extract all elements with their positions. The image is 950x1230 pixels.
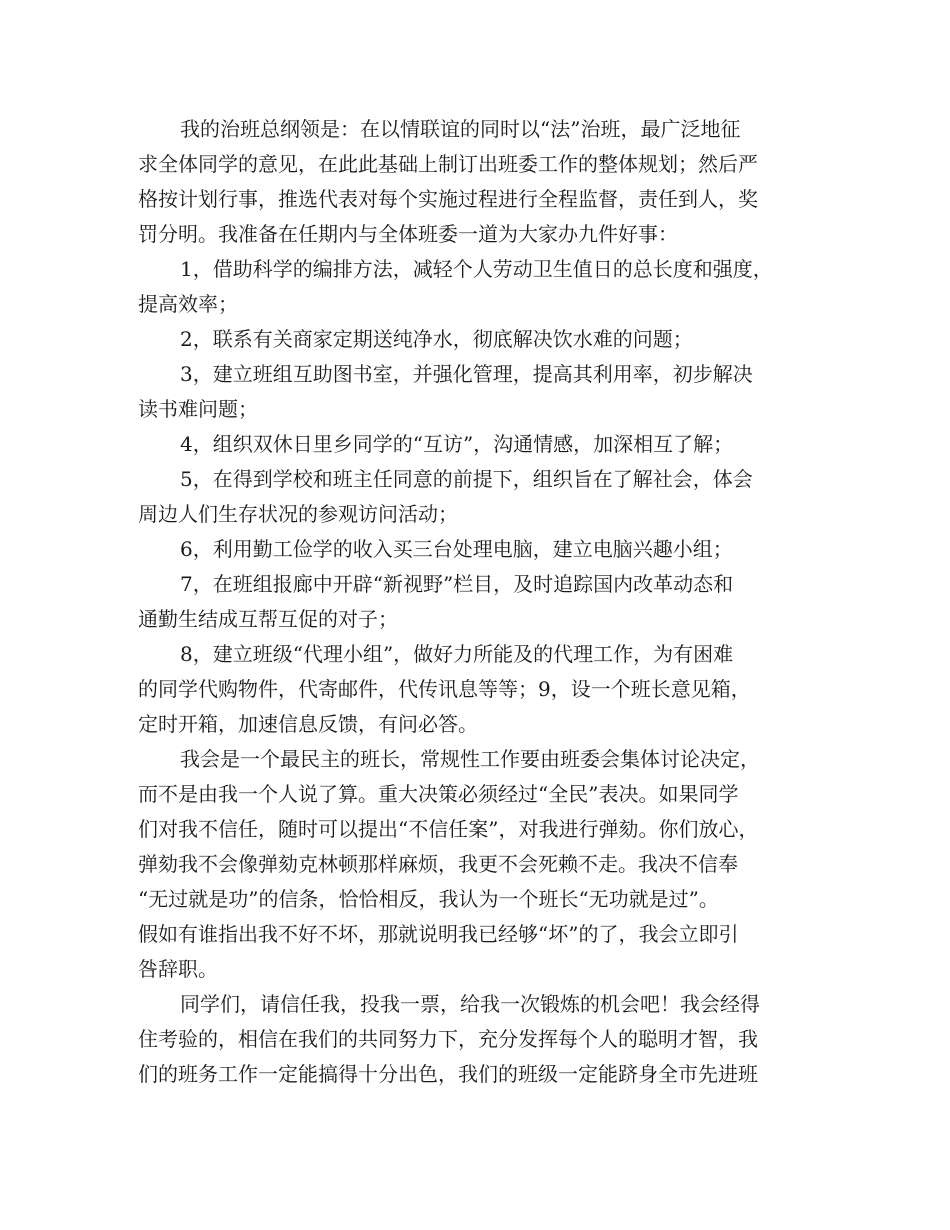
- text-line: 假如有谁指出我不好不坏，那就说明我已经够“坏”的了，我会立即引: [138, 922, 739, 946]
- text-line: 通勤生结成互帮互促的对子；: [138, 607, 398, 631]
- paragraph-first-line: 我会是一个最民主的班长，常规性工作要由班委会集体讨论决定，: [180, 747, 760, 771]
- text-line: 罚分明。我准备在任期内与全体班委一道为大家办九件好事：: [138, 222, 678, 246]
- text-line: “无过就是功”的信条，恰恰相反，我认为一个班长“无功就是过”。: [138, 887, 719, 911]
- text-line: 求全体同学的意见，在此此基础上制订出班委工作的整体规划；然后严: [138, 152, 758, 176]
- text-line: 们对我不信任，随时可以提出“不信任案”，对我进行弹劾。你们放心，: [138, 817, 759, 841]
- paragraph-first-line: 1，借助科学的编排方法，减轻个人劳动卫生值日的总长度和强度，: [180, 257, 773, 281]
- paragraph-first-line: 8，建立班级“代理小组”，做好力所能及的代理工作，为有困难: [180, 642, 734, 666]
- text-line: 格按计划行事，推选代表对每个实施过程进行全程监督，责任到人，奖: [138, 187, 758, 211]
- text-line: 而不是由我一个人说了算。重大决策必须经过“全民”表决。如果同学: [138, 782, 739, 806]
- paragraph-first-line: 5，在得到学校和班主任同意的前提下，组织旨在了解社会，体会: [180, 467, 753, 491]
- paragraph-first-line: 2，联系有关商家定期送纯净水，彻底解决饮水难的问题；: [180, 327, 693, 351]
- paragraph-first-line: 7，在班组报廊中开辟“新视野”栏目，及时追踪国内改革动态和: [180, 572, 734, 596]
- text-line: 们的班务工作一定能搞得十分出色，我们的班级一定能跻身全市先进班: [138, 1062, 758, 1086]
- document-body: [138, 112, 828, 1092]
- text-line: 的同学代购物件，代寄邮件，代传讯息等等；9，设一个班长意见箱，: [138, 677, 751, 701]
- paragraph-first-line: 4，组织双休日里乡同学的“互访”，沟通情感，加深相互了解；: [180, 432, 734, 456]
- text-line: 读书难问题；: [138, 397, 258, 421]
- paragraph-first-line: 3，建立班组互助图书室，并强化管理，提高其利用率，初步解决: [180, 362, 753, 386]
- text-line: 提高效率；: [138, 292, 238, 316]
- text-line: 咎辞职。: [138, 957, 218, 981]
- paragraph-first-line: 6，利用勤工俭学的收入买三台处理电脑，建立电脑兴趣小组；: [180, 537, 733, 561]
- paragraph-first-line: 同学们，请信任我，投我一票，给我一次锻炼的机会吧！我会经得: [180, 992, 760, 1016]
- text-line: 住考验的，相信在我们的共同努力下，充分发挥每个人的聪明才智，我: [138, 1027, 758, 1051]
- text-line: 弹劾我不会像弹劾克林顿那样麻烦，我更不会死赖不走。我决不信奉: [138, 852, 738, 876]
- paragraph-first-line: 我的治班总纲领是：在以情联谊的同时以“法”治班，最广泛地征: [180, 117, 741, 141]
- text-line: 定时开箱，加速信息反馈，有问必答。: [138, 712, 478, 736]
- text-line: 周边人们生存状况的参观访问活动；: [138, 502, 458, 526]
